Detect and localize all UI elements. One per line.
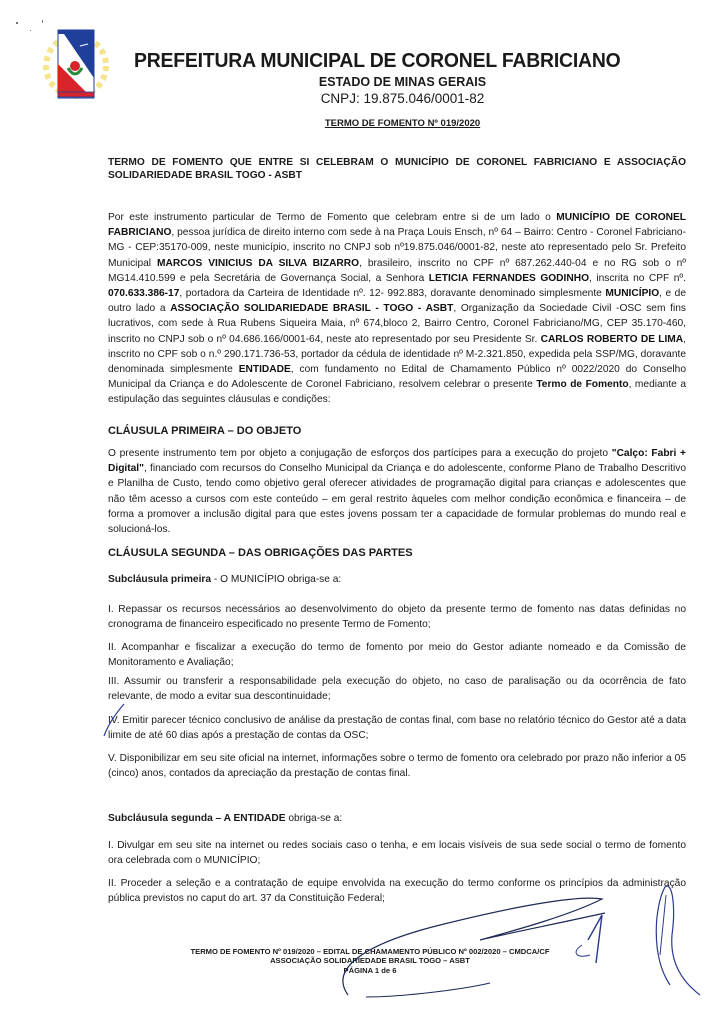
- intro-text: , e de outro lado a: [108, 288, 687, 315]
- intro-text: Por este instrumento particular de Termo de Fomento que celebram entre si de um lado o: [108, 212, 557, 223]
- intro-text: , portadora da Carteira de Identidade nº. 12- 992.883, doravante denominado simplesmente: [179, 288, 606, 300]
- page-footer: [180, 947, 560, 975]
- clause2-heading: CLÁUSULA SEGUNDA – DAS OBRIGAÇÕES DAS PARTES: [108, 547, 413, 559]
- municipio-item-1: I. Repassar os recursos necessários ao desenvolvimento do objeto da presente termo de fomento nas datas definidas no cronograma de financeiro especificado no presente Termo de Fomento;: [108, 604, 686, 631]
- subclause2-label: Subcláusula segunda – A ENTIDADE: [108, 813, 286, 824]
- clause1-paragraph: [108, 446, 686, 537]
- municipality-title: PREFEITURA MUNICIPAL DE CORONEL FABRICIANO: [134, 50, 621, 72]
- intro-bold-cpf: 070.633.386-17: [108, 288, 180, 300]
- municipio-item-3: III. Assumir ou transferir a responsabilidade pela execução do objeto, no caso de paralisação ou da ocorrência de fato relevante, de modo a evitar sua descontinuidade;: [108, 676, 686, 703]
- entidade-item-1: I. Divulgar em seu site na internet ou redes sociais caso o tenha, e em locais visíveis de sua sede social o termo de fomento ora celebrada com o MUNICÍPIO;: [108, 840, 686, 867]
- municipio-item-2: II. Acompanhar e fiscalizar a execução do termo de fomento por meio do Gestor adiante nomeado e da Comissão de Monitoramento e Avaliação;: [108, 642, 686, 669]
- footer-line2: ASSOCIAÇÃO SOLIDARIEDADE BRASIL TOGO – ASBT: [270, 956, 470, 966]
- intro-text: , pessoa jurídica de direito interno com sede à na Praça Louis Ensch, nº 64 – Bairro: Centro - Coronel Fabriciano-MG - CEP:35170-009, neste município, inscrito no CNPJ sob nº19.875.046/0001-82, neste ato representado pelo Sr. Prefeito Municipal: [108, 227, 686, 269]
- intro-text: , inscrita no CPF nº.: [589, 272, 686, 284]
- intro-text: , inscrito no CPF sob o n.º 290.171.736-53, portador da cédula de identidade nº M-2.321.850, expedida pela SSP/MG, doravante denominada simplesmente: [108, 333, 686, 376]
- clause1-heading: CLÁUSULA PRIMEIRA – DO OBJETO: [108, 425, 302, 437]
- footer-page-number: PÁGINA 1 de 6: [343, 965, 397, 975]
- intro-paragraph: [108, 210, 686, 408]
- agreement-title: [108, 156, 686, 182]
- intro-bold-termo: Termo de Fomento: [536, 379, 629, 391]
- intro-bold-presidente: CARLOS ROBERTO DE LIMA: [540, 333, 684, 345]
- term-number: TERMO DE FOMENTO Nº 019/2020: [324, 118, 481, 129]
- footer-line1: TERMO DE FOMENTO Nº 019/2020 – EDITAL DE CHAMAMENTO PÚBLICO Nº 002/2020 – CMDCA/CF: [190, 947, 550, 956]
- entidade-item-2: II. Proceder a seleção e a contratação de equipe envolvida na execução do termo conforme os princípios da administração pública previstos no caput do art. 37 da Constituição Federal;: [108, 878, 686, 905]
- municipio-item-4: IV. Emitir parecer técnico conclusivo de análise da prestação de contas final, com base no relatório técnico do Gestor até a data limite de até 60 dias após a prestação de contas da OSC;: [108, 715, 686, 742]
- intro-bold-secretaria: LETICIA FERNANDES GODINHO: [428, 272, 590, 284]
- clause1-text: , financiado com recursos do Conselho Municipal da Criança e do adolescente, conforme Plano de Trabalho Descritivo e Planilha de Custo, tendo como objetivo geral oferecer atividades de programação digital para crianças e adolescentes que não têm acesso a cursos com este conteúdo – em geral restrito àqueles com melhor condição econômica e financeira – de forma a promover a inclusão digital para que estes jovens possam ter a capacidade de formular problemas do mundo real e solucioná-los.: [108, 463, 686, 536]
- subclause1: [108, 574, 341, 585]
- intro-bold-municipio-short: MUNICÍPIO: [605, 288, 660, 300]
- project-name: "Calço: Fabri + Digital": [108, 448, 686, 475]
- subclause2: [108, 813, 342, 824]
- agreement-title-line1: TERMO DE FOMENTO QUE ENTRE SI CELEBRAM O MUNICÍPIO DE CORONEL FABRICIANO E ASSOCIAÇÃO: [108, 157, 686, 168]
- subclause1-label: Subcláusula primeira: [108, 574, 212, 585]
- intro-bold-prefeito: MARCOS VINICIUS DA SILVA BIZARRO: [156, 257, 360, 269]
- intro-text: , com fundamento no Edital de Chamamento Público nº 0022/2020 do Conselho Municipal da Criança e do Adolescente de Coronel Fabriciano, resolvem celebrar o presente: [108, 364, 686, 391]
- cnpj-line: CNPJ: 19.875.046/0001-82: [320, 91, 485, 106]
- intro-text: , brasileiro, inscrito no CPF nº 687.262.440-04 e no RG sob o nº MG14.410.599 e pela Secretária de Governança Social, a Senhora: [108, 257, 686, 284]
- intro-text: , Organização da Sociedade Civil -OSC sem fins lucrativos, com sede à Rua Rubens Siqueira Maia, nº 674,bloco 2, Bairro Centro, Coronel Fabriciano/MG, CEP 35.170-460, inscrito no CNPJ sob o nº 04.686.166/0001-64, neste ato representado por seu Presidente Sr.: [108, 303, 686, 345]
- intro-text: , mediante a estipulação das seguintes cláusulas e condições:: [108, 379, 686, 406]
- intro-bold-entidade: ENTIDADE: [238, 364, 291, 376]
- intro-bold-municipio: MUNICÍPIO DE CORONEL FABRICIANO: [108, 212, 686, 239]
- state-subtitle: ESTADO DE MINAS GERAIS: [318, 75, 487, 89]
- agreement-title-line2: SOLIDARIEDADE BRASIL TOGO - ASBT: [108, 170, 302, 181]
- intro-bold-associacao: ASSOCIAÇÃO SOLIDARIEDADE BRASIL - TOGO - ASBT: [170, 303, 454, 315]
- municipio-item-5: V. Disponibilizar em seu site oficial na internet, informações sobre o termo de fomento ora celebrado por prazo não inferior a 05 (cinco) anos, contados da apreciação da prestação de contas final.: [108, 753, 686, 780]
- subclause1-text: - O MUNICÍPIO obriga-se a:: [211, 574, 342, 585]
- clause1-text: O presente instrumento tem por objeto a conjugação de esforços dos partícipes para a execução do projeto: [108, 448, 612, 459]
- subclause2-text: obriga-se a:: [285, 813, 343, 824]
